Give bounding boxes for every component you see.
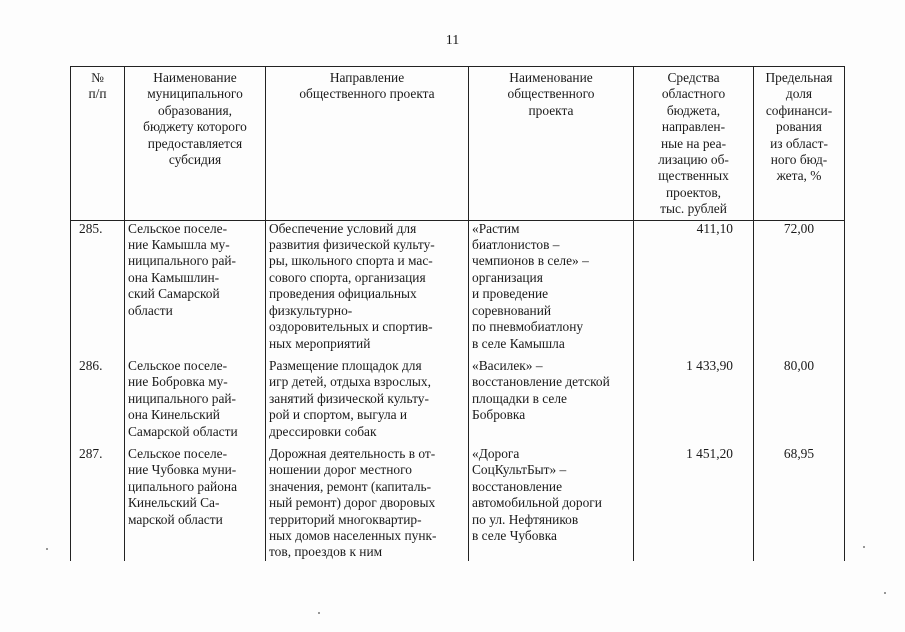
row-funds: 1 451,20: [634, 446, 754, 561]
row-num: 286.: [71, 358, 125, 446]
scan-speck: [884, 592, 886, 594]
header-municipality: Наименование муниципального образования, бюджету которого предоставляется субсидия: [125, 67, 266, 221]
table-row: [71, 220, 845, 358]
row-project: «Дорога СоцКультБыт» – восстановление автомобильной дороги по ул. Нефтяников в селе Чубовка: [469, 446, 634, 561]
header-funds: Средства областного бюджета, направлен- ные на реа- лизацию об- щественных проектов, тыс. рублей: [634, 67, 754, 221]
row-num: 287.: [71, 446, 125, 561]
row-direction: Обеспечение условий для развития физической культу- ры, школьного спорта и мас- сового спорта, организация проведения официальных физкультурно- оздоровительных и спортив- ных мероприятий: [266, 220, 469, 358]
row-municipality: Сельское поселе- ние Чубовка муни- ципального района Кинельский Са- марской области: [125, 446, 266, 561]
scan-speck: [46, 548, 48, 550]
row-funds: 411,10: [634, 220, 754, 358]
row-direction: Размещение площадок для игр детей, отдыха взрослых, занятий физической культу- рой и спортом, выгула и дрессировки собак: [266, 358, 469, 446]
header-num: № п/п: [71, 67, 125, 221]
row-municipality: Сельское поселе- ние Бобровка му- ниципального рай- она Кинельский Самарской области: [125, 358, 266, 446]
table-header-row: [71, 67, 845, 221]
scan-speck: [863, 546, 865, 548]
subsidy-table: [70, 66, 845, 561]
row-project: «Растим биатлонистов – чемпионов в селе» – организация и проведение соревнований по пневмобиатлону в селе Камышла: [469, 220, 634, 358]
scan-speck: [318, 612, 320, 614]
header-direction: Направление общественного проекта: [266, 67, 469, 221]
row-project: «Василек» – восстановление детской площадки в селе Бобровка: [469, 358, 634, 446]
row-share: 68,95: [754, 446, 845, 561]
page-number: 11: [445, 33, 460, 48]
header-share: Предельная доля софинанси- рования из област- ного бюд- жета, %: [754, 67, 845, 221]
table-row: [71, 446, 845, 561]
header-project: Наименование общественного проекта: [469, 67, 634, 221]
row-funds: 1 433,90: [634, 358, 754, 446]
row-direction: Дорожная деятельность в от- ношении дорог местного значения, ремонт (капиталь- ный ремонт) дорог дворовых территорий многоквартир- ных домов населенных пунк- тов, проездов к ним: [266, 446, 469, 561]
table-row: [71, 358, 845, 446]
row-municipality: Сельское поселе- ние Камышла му- ниципального рай- она Камышлин- ский Самарской области: [125, 220, 266, 358]
row-share: 80,00: [754, 358, 845, 446]
row-share: 72,00: [754, 220, 845, 358]
row-num: 285.: [71, 220, 125, 358]
